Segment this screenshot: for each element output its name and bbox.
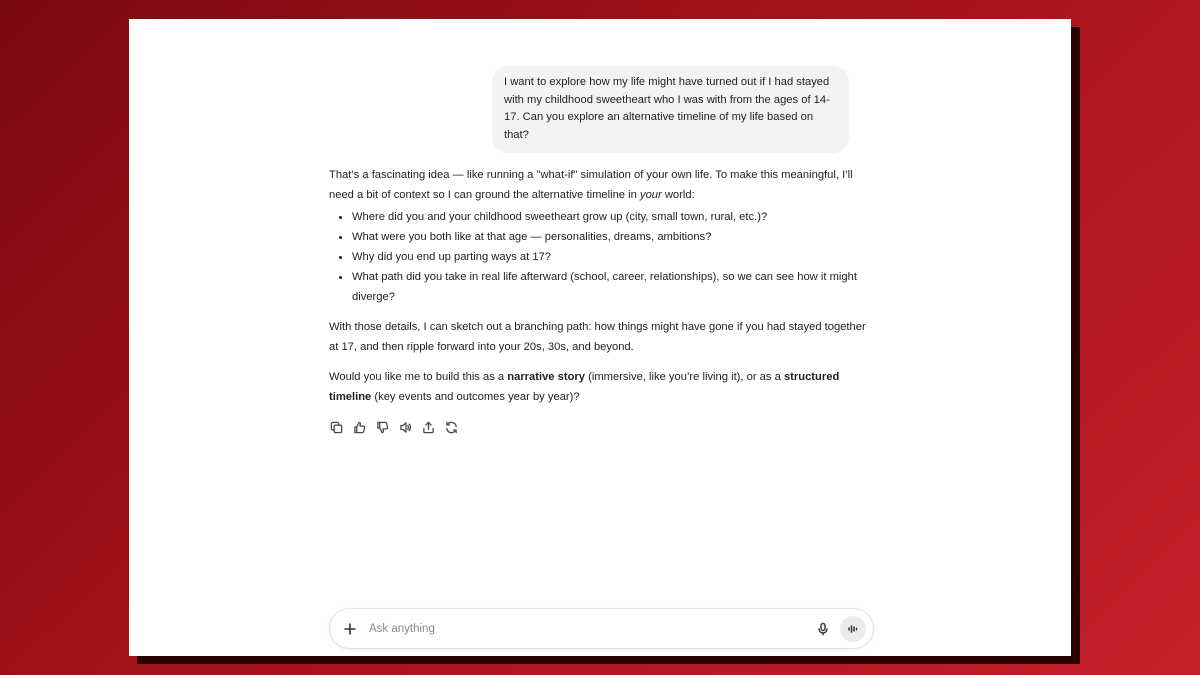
assistant-paragraph-3 — [329, 367, 874, 407]
intro-text-end: world: — [661, 189, 695, 201]
p3-text-end: (key events and outcomes year by year)? — [371, 391, 580, 403]
assistant-paragraph-2: With those details, I can sketch out a branching path: how things might have gone if you had stayed together at 17, and then ripple forward into your 20s, 30s, and beyond. — [329, 321, 866, 353]
thumbs-up-icon[interactable] — [352, 420, 367, 435]
thumbs-down-icon[interactable] — [375, 420, 390, 435]
assistant-intro — [329, 165, 874, 205]
intro-emphasis: your — [639, 189, 662, 201]
list-item: • Why did you end up parting ways at 17? — [351, 247, 874, 267]
user-message-bubble — [492, 66, 849, 153]
p3-text-mid: (immersive, like you’re living it), or as a — [585, 371, 784, 383]
message-actions — [329, 420, 459, 435]
option-structured-timeline: structured timeline — [329, 371, 840, 403]
question-list — [329, 207, 874, 307]
user-message-text: I want to explore how my life might have turned out if I had stayed with my childhood sweetheart who I was with from the ages of 14-17. Can you explore an alternative timeline of my life based on that? — [504, 76, 830, 141]
voice-mode-button[interactable] — [840, 616, 866, 642]
microphone-icon[interactable] — [816, 622, 830, 636]
list-item: • What path did you take in real life afterward (school, career, relationships), so we can see how it might diverge? — [351, 267, 874, 307]
prompt-input[interactable] — [367, 622, 816, 636]
p3-text: Would you like me to build this as a — [329, 371, 508, 383]
share-icon[interactable] — [421, 420, 436, 435]
assistant-message — [329, 165, 874, 407]
list-item: • What were you both like at that age — personalities, dreams, ambitions? — [351, 227, 874, 247]
waveform-icon — [847, 623, 859, 635]
option-narrative-story: narrative story — [507, 371, 585, 383]
regenerate-icon[interactable] — [444, 420, 459, 435]
copy-icon[interactable] — [329, 420, 344, 435]
chat-window — [129, 19, 1071, 656]
composer — [329, 608, 874, 649]
read-aloud-icon[interactable] — [398, 420, 413, 435]
plus-icon[interactable] — [343, 622, 357, 636]
list-item: • Where did you and your childhood sweetheart grow up (city, small town, rural, etc.)? — [351, 207, 874, 227]
intro-text: That’s a fascinating idea — like running a "what-if" simulation of your own life. To make this meaningful, I’ll need a bit of context so I can ground the alternative timeline in — [329, 169, 853, 201]
